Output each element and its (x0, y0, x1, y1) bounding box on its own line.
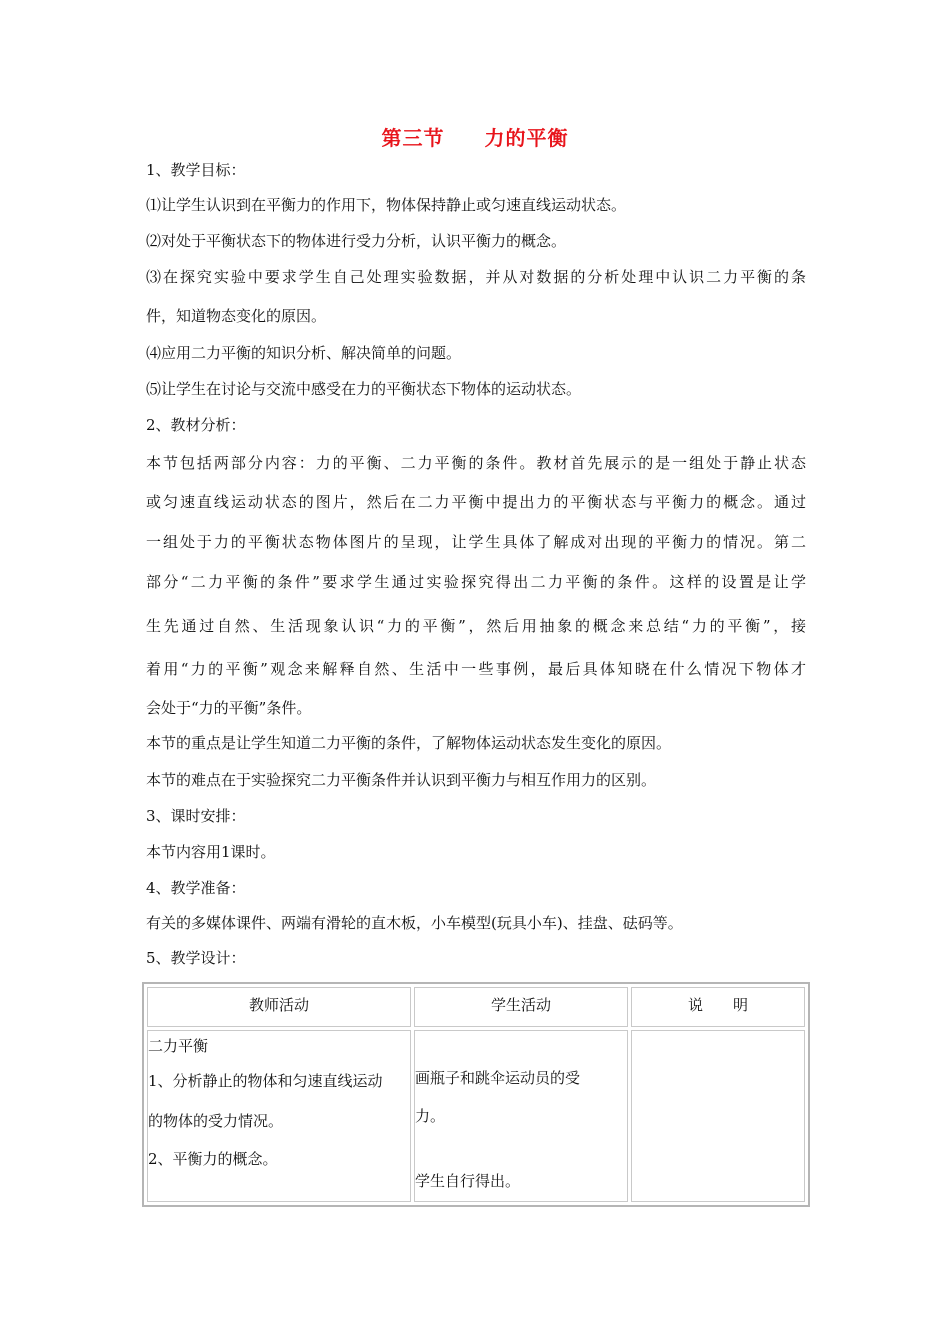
section-heading-objectives: 1、教学目标： (146, 161, 246, 179)
table-cell-note (631, 1030, 805, 1202)
difficulty-paragraph: 本节的难点在于实验探究二力平衡条件并认识到平衡力与相互作用力的区别。 (146, 771, 657, 789)
analysis-paragraph-line: 部分“二力平衡的条件”要求学生通过实验探究得出二力平衡的条件。这样的设置是让学 (146, 573, 806, 591)
table-header-note: 说 明 (631, 987, 805, 1027)
analysis-paragraph-line: 会处于“力的平衡”条件。 (146, 699, 312, 717)
teaching-design-table (142, 982, 810, 1207)
analysis-paragraph-line: 本节包括两部分内容：力的平衡、二力平衡的条件。教材首先展示的是一组处于静止状态 (146, 454, 806, 472)
section-heading-design: 5、教学设计： (146, 949, 246, 967)
analysis-paragraph-line: 生先通过自然、生活现象认识“力的平衡”，然后用抽象的概念来总结“力的平衡”，接 (146, 617, 806, 635)
teacher-activity-line: 2、平衡力的概念。 (148, 1150, 278, 1168)
section-heading-analysis: 2、教材分析： (146, 416, 246, 434)
table-cell-student (414, 1030, 628, 1202)
schedule-text: 本节内容用1课时。 (146, 843, 276, 861)
student-activity-line: 画瓶子和跳伞运动员的受 (415, 1069, 581, 1087)
student-activity-line: 力。 (415, 1107, 446, 1125)
teacher-activity-line: 二力平衡 (148, 1037, 209, 1055)
analysis-paragraph-line: 着用“力的平衡”观念来解释自然、生活中一些事例，最后具体知晓在什么情况下物体才 (146, 660, 806, 678)
objective-item: ⑸让学生在讨论与交流中感受在力的平衡状态下物体的运动状态。 (146, 380, 582, 398)
analysis-paragraph-line: 一组处于力的平衡状态物体图片的呈现，让学生具体了解成对出现的平衡力的情况。第二 (146, 533, 806, 551)
table-cell-teacher (147, 1030, 411, 1202)
table-header-student: 学生活动 (414, 987, 628, 1027)
objective-item: ⑷应用二力平衡的知识分析、解决简单的问题。 (146, 344, 462, 362)
objective-item: ⑴让学生认识到在平衡力的作用下，物体保持静止或匀速直线运动状态。 (146, 196, 627, 214)
objective-item-continuation: 件，知道物态变化的原因。 (146, 307, 327, 325)
teacher-activity-line: 的物体的受力情况。 (148, 1112, 284, 1130)
table-header-teacher: 教师活动 (147, 987, 411, 1027)
objective-item: ⑵对处于平衡状态下的物体进行受力分析，认识平衡力的概念。 (146, 232, 567, 250)
title-topic: 力的平衡 (484, 126, 569, 150)
section-heading-preparation: 4、教学准备： (146, 879, 246, 897)
section-heading-schedule: 3、课时安排： (146, 807, 246, 825)
title-section-number: 第三节 (381, 126, 445, 150)
student-activity-line: 学生自行得出。 (415, 1172, 521, 1190)
page-title (0, 122, 950, 151)
teacher-activity-line: 1、分析静止的物体和匀速直线运动 (148, 1072, 383, 1090)
key-point-paragraph: 本节的重点是让学生知道二力平衡的条件，了解物体运动状态发生变化的原因。 (146, 734, 672, 752)
preparation-text: 有关的多媒体课件、两端有滑轮的直木板，小车模型(玩具小车)、挂盘、砝码等。 (146, 914, 683, 932)
objective-item: ⑶在探究实验中要求学生自己处理实验数据，并从对数据的分析处理中认识二力平衡的条 (146, 268, 806, 286)
analysis-paragraph-line: 或匀速直线运动状态的图片，然后在二力平衡中提出力的平衡状态与平衡力的概念。通过 (146, 493, 806, 511)
